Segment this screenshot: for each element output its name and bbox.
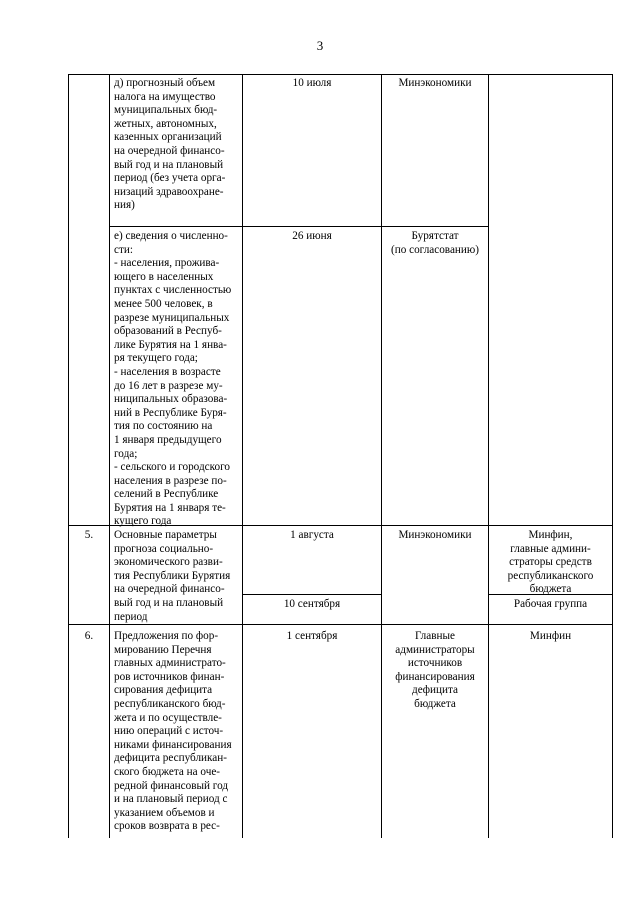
text-line: источников bbox=[407, 657, 463, 670]
text-line: страторы средств bbox=[509, 556, 592, 569]
row-6-responsible bbox=[382, 630, 488, 712]
text-line: (по согласованию) bbox=[391, 243, 479, 256]
text-line: на очередной финансо- bbox=[114, 144, 225, 157]
text-line: главных администрато- bbox=[114, 657, 226, 670]
row-divider bbox=[109, 226, 488, 227]
row-6-recipient bbox=[489, 630, 612, 644]
text-line: ского бюджета на оче- bbox=[114, 765, 221, 778]
text-line: на очередной финансо- bbox=[114, 583, 225, 596]
row-6-date: 1 сентября bbox=[286, 630, 338, 642]
text-line: налога на имущество bbox=[114, 90, 216, 103]
text-line: ний в Республике Буря- bbox=[114, 406, 227, 419]
row-d-description bbox=[114, 77, 239, 213]
text-line: 1 января предыдущего bbox=[114, 433, 222, 446]
text-line: экономического разви- bbox=[114, 556, 223, 569]
row-6-description bbox=[114, 630, 239, 834]
text-line: образований в Респуб- bbox=[114, 325, 222, 338]
text-line: финансирования bbox=[395, 670, 475, 683]
text-line: Основные параметры bbox=[114, 529, 217, 541]
column-divider bbox=[488, 74, 489, 838]
row-6-number: 6. bbox=[84, 630, 94, 642]
text-line: мированию Перечня bbox=[114, 643, 212, 656]
text-line: период (без учета орга- bbox=[114, 172, 226, 185]
text-line: лике Бурятия на 1 янва- bbox=[114, 338, 227, 351]
row-e-responsible bbox=[382, 230, 488, 257]
text-line: жетных, автономных, bbox=[114, 117, 217, 130]
text-line: Предложения по фор- bbox=[114, 630, 219, 642]
text-line: ющего в населенных bbox=[114, 270, 214, 283]
text-line: нию операций с источ- bbox=[114, 725, 224, 738]
text-line: вый год и на плановый bbox=[114, 596, 224, 609]
text-line: Главные bbox=[415, 630, 455, 642]
text-line: сирования дефицита bbox=[114, 684, 213, 697]
text-line: жета и по осуществле- bbox=[114, 711, 222, 724]
column-divider bbox=[381, 74, 382, 838]
text-line: е) сведения о численно- bbox=[114, 230, 228, 242]
text-line: главные админи- bbox=[510, 542, 591, 555]
text-line: республиканского бюд- bbox=[114, 697, 226, 710]
text-line: республиканского bbox=[507, 569, 594, 582]
row-5-recipient-2: Рабочая группа bbox=[513, 598, 588, 610]
text-line: ния) bbox=[114, 199, 135, 212]
text-line: сроков возврата в рес- bbox=[114, 820, 220, 833]
text-line: кущего года bbox=[114, 515, 172, 528]
schedule-table bbox=[68, 74, 612, 838]
text-line: бюджета bbox=[414, 697, 456, 710]
text-line: указанием объемов и bbox=[114, 806, 215, 819]
text-line: ря текущего года; bbox=[114, 352, 198, 365]
text-line: Минфин bbox=[529, 630, 572, 642]
text-line: ров источников финан- bbox=[114, 670, 225, 683]
row-5-description bbox=[114, 529, 239, 624]
text-line: разрезе муниципальных bbox=[114, 311, 230, 324]
row-e-date: 26 июня bbox=[292, 230, 332, 242]
text-line: селений в Республике bbox=[114, 488, 219, 501]
text-line: никами финансирования bbox=[114, 738, 232, 751]
row-e-description bbox=[114, 230, 239, 529]
table-top-border bbox=[68, 74, 612, 75]
text-line: тия по состоянию на bbox=[114, 420, 213, 433]
text-line: дефицита bbox=[412, 684, 458, 697]
text-line: до 16 лет в разрезе му- bbox=[114, 379, 223, 392]
text-line: - населения, прожива- bbox=[114, 257, 220, 270]
row-5-date-2: 10 сентября bbox=[283, 598, 341, 610]
text-line: Минфин, bbox=[528, 529, 573, 541]
text-line: казенных организаций bbox=[114, 131, 222, 144]
text-line: и на плановый период с bbox=[114, 793, 228, 806]
text-line: прогноза социально- bbox=[114, 542, 214, 555]
row-5-recipient bbox=[489, 529, 612, 597]
text-line: низаций здравоохране- bbox=[114, 185, 224, 198]
text-line: администраторы bbox=[395, 643, 475, 656]
row-5-responsible bbox=[382, 529, 488, 543]
text-line: года; bbox=[114, 447, 138, 460]
text-line: бюджета bbox=[529, 583, 572, 596]
row-divider bbox=[242, 594, 381, 595]
text-line: муниципальных бюд- bbox=[114, 104, 218, 117]
text-line: тия Республики Бурятия bbox=[114, 569, 231, 582]
text-line: редной финансовый год bbox=[114, 779, 229, 792]
page-number: 3 bbox=[316, 38, 324, 53]
row-5-date: 1 августа bbox=[290, 529, 334, 541]
text-line: населения в разрезе по- bbox=[114, 474, 227, 487]
text-line: ниципальных образова- bbox=[114, 393, 228, 406]
text-line: Бурятия на 1 января те- bbox=[114, 501, 226, 514]
text-line: Бурятстат bbox=[411, 230, 459, 242]
text-line: пунктах с численностью bbox=[114, 284, 232, 297]
text-line: вый год и на плановый bbox=[114, 158, 224, 171]
text-line: дефицита республикан- bbox=[114, 752, 227, 765]
table-right-border bbox=[612, 74, 613, 838]
text-line: менее 500 человек, в bbox=[114, 297, 213, 310]
text-line: д) прогнозный объем bbox=[114, 77, 216, 89]
text-line: период bbox=[114, 610, 148, 623]
column-divider bbox=[109, 74, 110, 838]
row-5-number: 5. bbox=[84, 529, 94, 541]
column-divider bbox=[242, 74, 243, 838]
row-d-responsible bbox=[382, 77, 488, 91]
text-line: сти: bbox=[114, 243, 133, 256]
text-line: - сельского и городского bbox=[114, 461, 230, 474]
row-d-date: 10 июля bbox=[292, 77, 332, 89]
table-left-border bbox=[68, 74, 69, 838]
text-line: Минэкономики bbox=[398, 77, 472, 89]
text-line: - населения в возрасте bbox=[114, 365, 221, 378]
text-line: Минэкономики bbox=[398, 529, 472, 541]
